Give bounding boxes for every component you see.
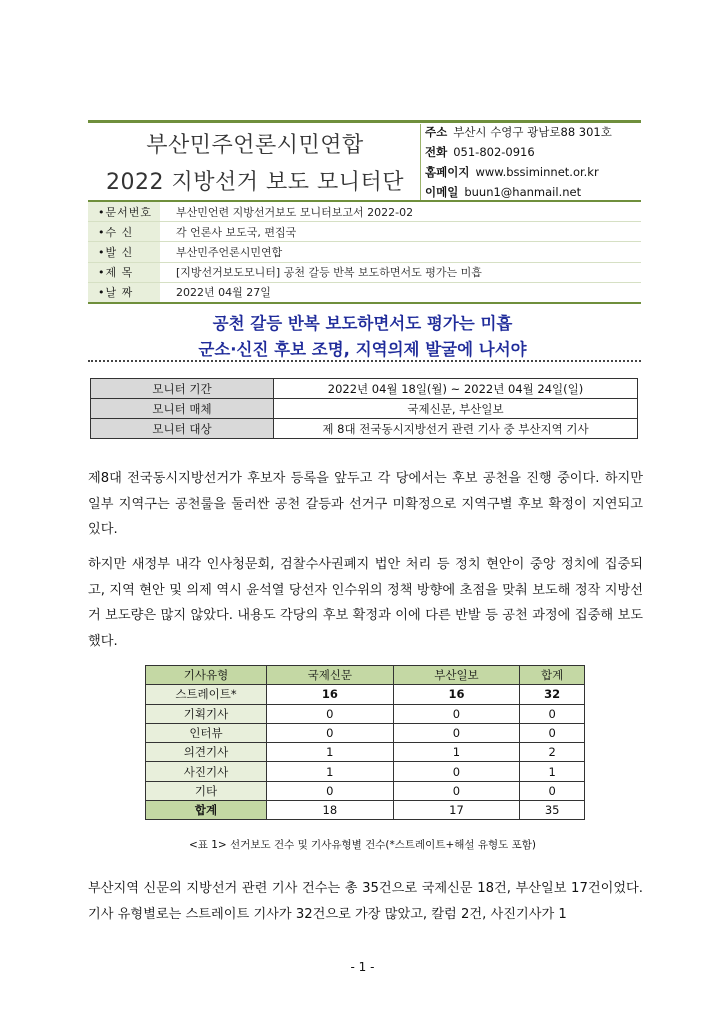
report-series-title: 2022 지방선거 보도 모니터단: [106, 170, 404, 195]
table-row: 의견기사 1 1 2: [146, 743, 585, 762]
table-caption: <표 1> 선거보도 건수 및 기사유형별 건수(*스트레이트+해설 유형도 포함): [188, 839, 537, 851]
org-title: 부산민주언론시민연합: [146, 133, 364, 158]
body-paragraph-3: 부산지역 신문의 지방선거 관련 기사 건수는 총 35건으로 국제신문 18건, 부산일보 17건이었다. 기사 유형별로는 스트레이트 기사가 32건으로 가장 많았고, 칼럼 2건, 사진기사가 1: [88, 881, 643, 922]
article-type-table: [145, 665, 585, 820]
meta-row-date: •날 짜 2022년 04월 27일: [88, 283, 641, 302]
contact-homepage: 홈페이지 www.bssiminnet.or.kr: [425, 165, 599, 179]
contact-phone: 전화 051-802-0916: [425, 145, 535, 159]
table-row: 기타 0 0 0: [146, 781, 585, 800]
meta-row-doc-number: •문서번호 부산민언련 지방선거보도 모니터보고서 2022-02: [88, 202, 641, 222]
table-row: 기획기사 0 0 0: [146, 704, 585, 723]
page-number: - 1 -: [350, 960, 375, 974]
body-paragraph-1: 제8대 전국동시지방선거가 후보자 등록을 앞두고 각 당에서는 후보 공천을 진행 중이다. 하지만 일부 지역구는 공천룰을 둘러싼 공천 갈등과 선거구 미확정으로 지역구별 후보 확정이 지연되고 있다.: [88, 471, 643, 537]
monitor-row-period: 모니터 기간 2022년 04월 18일(월) ~ 2022년 04월 24일(일): [91, 379, 638, 399]
body-paragraph-2: 하지만 새정부 내각 인사청문회, 검찰수사권폐지 법안 처리 등 정치 현안이 중앙 정치에 집중되고, 지역 현안 및 의제 역시 윤석열 당선자 인수위의 정책 방향에 초점을 맞춰 보도해 정작 지방선거 보도량은 많지 않았다. 내용도 각당의 후보 확정과 이에 다른 반발 등 공천 과정에 집중해 보도했다.: [88, 557, 643, 649]
contact-email: 이메일 buun1@hanmail.net: [425, 185, 582, 199]
monitor-row-media: 모니터 매체 국제신문, 부산일보: [91, 399, 638, 419]
document-meta-table: [88, 200, 641, 304]
table-row: 스트레이트* 16 16 32: [146, 685, 585, 704]
stats-header-row: 기사유형 국제신문 부산일보 합계: [146, 666, 585, 685]
table-row: 인터뷰 0 0 0: [146, 723, 585, 742]
meta-row-recipient: •수 신 각 언론사 보도국, 편집국: [88, 222, 641, 242]
table-total-row: 합계 18 17 35: [146, 801, 585, 820]
meta-row-subject: •제 목 [지방선거보도모니터] 공천 갈등 반복 보도하면서도 평가는 미흡: [88, 263, 641, 283]
headline-line-2: 군소·신진 후보 조명, 지역의제 발굴에 나서야: [198, 340, 527, 359]
table-row: 사진기사 1 0 1: [146, 762, 585, 781]
dotted-divider: [88, 360, 641, 362]
header-rule: [88, 120, 641, 123]
header-divider: [420, 124, 421, 200]
monitor-row-target: 모니터 대상 제 8대 전국동시지방선거 관련 기사 중 부산지역 기사: [91, 419, 638, 439]
monitor-info-table: [90, 378, 638, 439]
contact-address: 주소 부산시 수영구 광남로88 301호: [425, 125, 612, 139]
meta-row-sender: •발 신 부산민주언론시민연합: [88, 242, 641, 262]
headline-line-1: 공천 갈등 반복 보도하면서도 평가는 미흡: [212, 314, 513, 333]
